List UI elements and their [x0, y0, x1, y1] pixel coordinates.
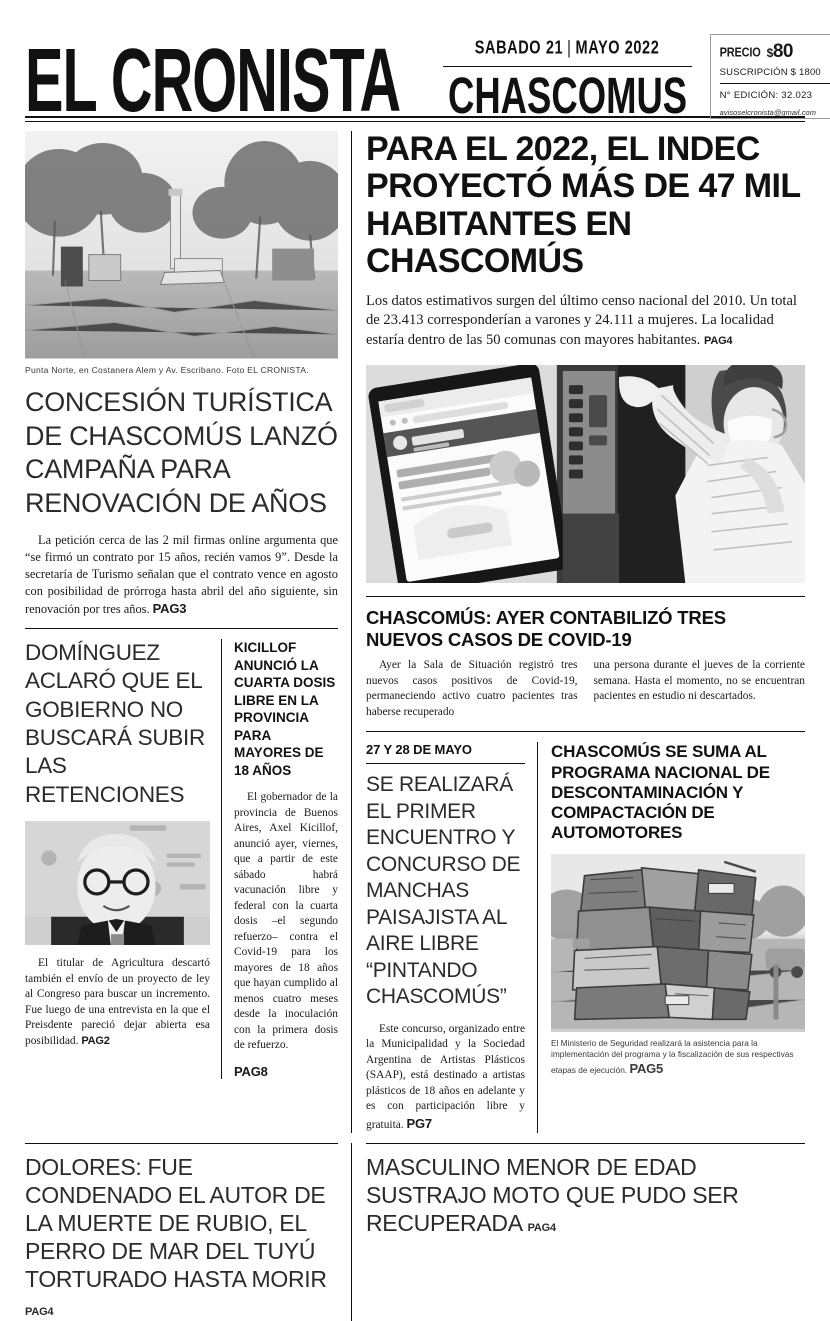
moto-divider	[366, 1143, 805, 1144]
concesion-body-text: La petición cerca de las 2 mil firmas online argumenta que “se firmó un contrato por 15 años, recién vamos 9”. Desde la secretaría de Turismo señalan que el contrato vence en agosto con posibilidad de prórroga hasta abril del año siguiente, sin renovación por tres años.	[25, 533, 338, 616]
dateline-divider	[443, 66, 692, 67]
concurso-article	[366, 742, 538, 1133]
covid-body-col-2	[594, 658, 806, 720]
subscription-price: SUSCRIPCIÓN $ 1800	[720, 67, 830, 84]
automotores-headline[interactable]: CHASCOMÚS SE SUMA AL PROGRAMA NACIONAL DE DESCONTAMINACIÓN Y COMPACTACIÓN DE AUTOMOTORES	[551, 742, 770, 842]
price-value: 80	[772, 41, 793, 62]
main-lede	[366, 292, 805, 351]
masthead	[25, 0, 821, 132]
concurso-body	[366, 1022, 525, 1134]
moto-headline-text: MASCULINO MENOR DE EDAD SUSTRAJO MOTO QUE PUDO SER RECUPERADA	[366, 1154, 739, 1237]
dolores-divider	[25, 1143, 338, 1144]
currency-symbol: $	[766, 46, 773, 60]
dolores-pag[interactable]: PAG4	[25, 1306, 54, 1319]
price-label: PRECIO	[719, 46, 761, 60]
footer-grid	[25, 1143, 805, 1321]
compactacion-photo	[551, 854, 805, 1032]
dominguez-pag[interactable]: PAG2	[81, 1034, 110, 1047]
dominguez-headline[interactable]: DOMÍNGUEZ ACLARÓ QUE EL GOBIERNO NO BUSCARÁ SUBIR LAS RETENCIONES	[25, 639, 205, 807]
concurso-kicker-wrap	[366, 742, 525, 764]
dominguez-article	[25, 639, 221, 1079]
compactacion-photo-caption	[551, 1032, 805, 1078]
dateline-month: MAYO 2022	[575, 38, 660, 59]
dominguez-photo-image	[25, 821, 210, 945]
compactacion-photo-caption-text: El Ministerio de Seguridad realizará la asistencia para la implementación del programa y la fiscalización de sus respectivas etapas de ejecución.	[551, 1037, 794, 1076]
right-divider-2	[366, 731, 805, 732]
kicillof-body: El gobernador de la provincia de Buenos Aires, Axel Kicillof, anunció ayer, viernes, que a partir de este sábado habrá vacunación libre y federal con la cuarta dosis –el segundo refuerzo– contra el Covid-19 para los mayores de 18 años que hayan cumplido al menos cuatro meses desde la inoculación con la primera dosis de refuerzo.	[234, 791, 338, 1052]
concesion-body	[25, 532, 338, 618]
left-divider-1	[25, 628, 338, 629]
moto-article	[352, 1143, 805, 1321]
price-box	[710, 34, 830, 119]
main-headline[interactable]: PARA EL 2022, EL INDEC PROYECTÓ MÁS DE 47 MIL HABITANTES EN CHASCOMÚS	[366, 130, 800, 281]
dateline-day: SABADO 21	[474, 38, 564, 59]
censo-tablet-photo	[366, 365, 805, 583]
main-lede-text: Los datos estimativos surgen del último censo nacional del 2010. Un total de 23.413 corresponderían a varones y 24.111 a mujeres. La localidad estaría dentro de las 50 comunas con mayores habitantes.	[366, 292, 797, 348]
punta-norte-photo-caption: Punta Norte, en Costanera Alem y Av. Escribano. Foto EL CRONISTA.	[25, 365, 309, 375]
moto-headline[interactable]	[366, 1153, 805, 1237]
automotores-article	[538, 742, 805, 1133]
dolores-article	[25, 1143, 352, 1321]
concurso-body-text: Este concurso, organizado entre la Municipalidad y la Sociedad Argentina de Artistas Plásticos (SAAP), está destinado a artistas plásticos de 18 años en adelante y es con participación libre y gratuita.	[366, 1022, 525, 1131]
newspaper-title: EL CRONISTA	[25, 31, 401, 132]
price-row	[720, 42, 830, 61]
left-column	[25, 131, 352, 1133]
covid-body-text-1: Ayer la Sala de Situación registró tres nuevos casos positivos de Covid-19, permaneciendo activo cuatro pacientes tras haberse recuperado	[366, 659, 578, 718]
compactacion-photo-image	[551, 854, 805, 1029]
price-amount	[767, 42, 793, 61]
kicillof-article	[221, 639, 338, 1079]
dominguez-body-text: El titular de Agricultura descartó también el envío de un proyecto de ley al Congreso para buscar un incremento. Fue luego de una entrevista en la que el Preisdente pareció dejar abierta esa posibilidad.	[25, 957, 210, 1047]
concurso-kicker: 27 Y 28 DE MAYO	[366, 742, 472, 758]
contact-email: avisoselcronista@gmail.com	[719, 108, 816, 117]
concurso-pag[interactable]: PG7	[406, 1115, 432, 1131]
covid-body-columns	[366, 658, 805, 720]
dominguez-photo	[25, 821, 210, 945]
kicillof-headline[interactable]: KICILLOF ANUNCIÓ LA CUARTA DOSIS LIBRE EN LA PROVINCIA PARA MAYORES DE 18 AÑOS	[234, 639, 336, 778]
covid-body-col-1	[366, 658, 578, 720]
covid-headline[interactable]: CHASCOMÚS: AYER CONTABILIZÓ TRES NUEVOS CASOS DE COVID-19	[366, 606, 726, 650]
dateline	[443, 38, 692, 59]
dateline-separator: |	[567, 38, 572, 59]
right-divider-1	[366, 596, 805, 597]
city-name: CHASCOMUS	[447, 68, 687, 125]
concesion-headline[interactable]: CONCESIÓN TURÍSTICA DE CHASCOMÚS LANZÓ CAMPAÑA PARA RENOVACIÓN DE AÑOS	[25, 387, 338, 518]
concesion-pag[interactable]: PAG3	[152, 600, 187, 616]
dolores-headline-text: DOLORES: FUE CONDENADO EL AUTOR DE LA MUERTE DE RUBIO, EL PERRO DE MAR DEL TUYÚ TORTURADO HASTA MORIR	[25, 1154, 327, 1293]
dolores-headline[interactable]	[25, 1153, 338, 1321]
punta-norte-photo	[25, 131, 338, 359]
main-lede-pag[interactable]: PAG4	[704, 334, 733, 347]
censo-tablet-photo-image	[366, 365, 805, 583]
content-grid	[25, 131, 805, 1133]
moto-pag[interactable]: PAG4	[527, 1222, 556, 1235]
right-column	[352, 131, 805, 1133]
left-subgrid	[25, 639, 338, 1079]
kicillof-pag[interactable]: PAG8	[234, 1063, 268, 1079]
covid-body-text-2: una persona durante el jueves de la corriente semana. Hasta el momento, no se encuentran pacientes en estudio ni descartados.	[593, 659, 805, 703]
dominguez-body	[25, 956, 210, 1049]
edition-number: N° EDICIÓN: 32.023	[719, 90, 813, 101]
date-and-city-block	[429, 38, 710, 125]
punta-norte-photo-image	[25, 131, 338, 358]
concurso-headline[interactable]: SE REALIZARÁ EL PRIMER ENCUENTRO Y CONCURSO DE MANCHAS PAISAJISTA AL AIRE LIBRE “PINTANDO CHASCOMÚS”	[366, 773, 521, 1009]
right-bottom-split	[366, 742, 805, 1133]
automotores-pag[interactable]: PAG5	[629, 1061, 664, 1077]
